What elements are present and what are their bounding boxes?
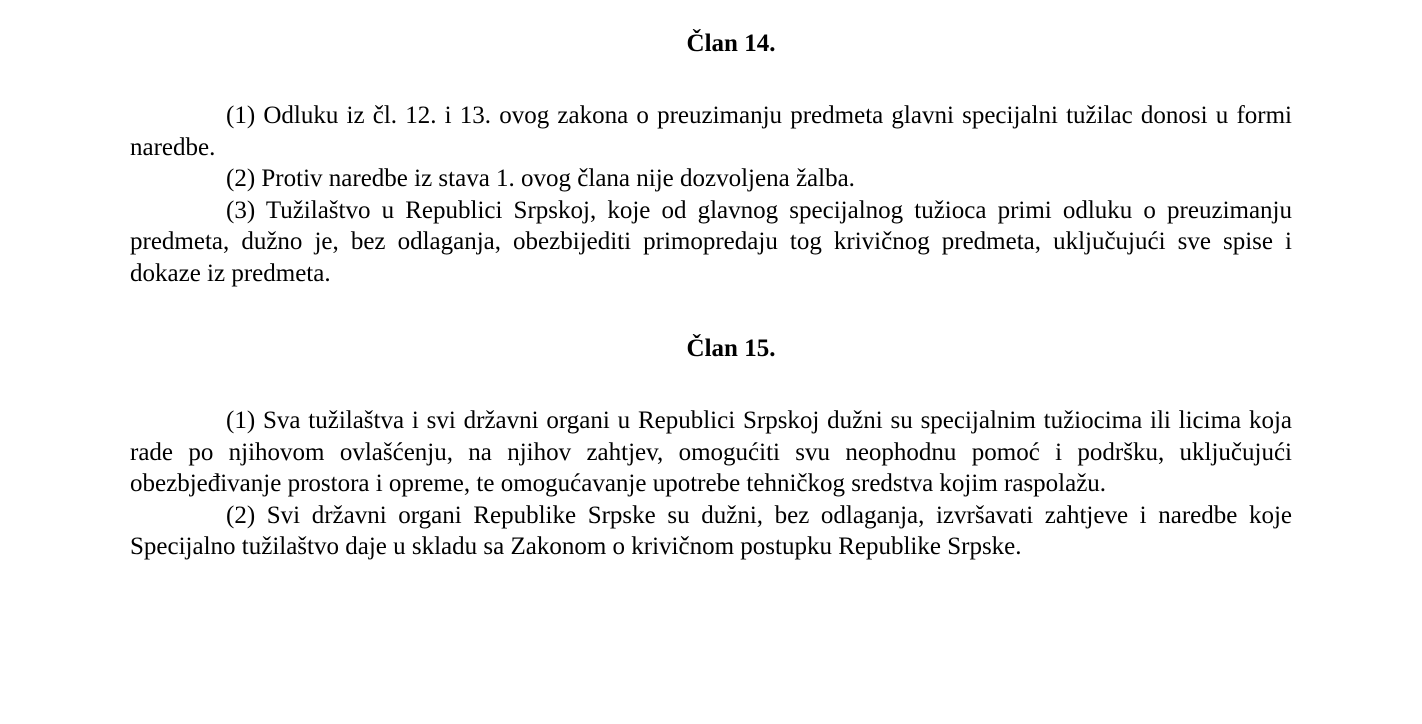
article-14-paragraph-3: (3) Tužilaštvo u Republici Srpskoj, koje od glavnog specijalnog tužioca primi odluku o preuzimanju predmeta, dužno je, bez odlaganja, obezbijediti primopredaju tog krivičnog predmeta, uključujući sve spise i dokaze iz predmeta. [130, 196, 1292, 287]
article-14-paragraph-2: (2) Protiv naredbe iz stava 1. ovog člana nije dozvoljena žalba. [226, 165, 855, 192]
article-15-paragraph-1: (1) Sva tužilaštva i svi državni organi u Republici Srpskoj dužni su specijalnim tužiocima ili licima koja rade po njihovom ovlašćenju, na njihov zahtjev, omogućiti svu neophodnu pomoć i podršku, uključujući obezbjeđivanje prostora i opreme, te omogućavanje upotrebe tehničkog sredstva kojim raspolažu. [130, 407, 1292, 497]
spacer [130, 365, 1292, 405]
document-page [130, 28, 1292, 563]
spacer [130, 60, 1292, 100]
article-15-title: Član 15. [686, 335, 776, 362]
article-14-title: Član 14. [686, 30, 776, 57]
article-15-paragraph-2: (2) Svi državni organi Republike Srpske su dužni, bez odlaganja, izvršavati zahtjeve i naredbe koje Specijalno tužilaštvo daje u skladu sa Zakonom o krivičnom postupku Republike Srpske. [130, 501, 1292, 560]
article-14-paragraph-1: (1) Odluku iz čl. 12. i 13. ovog zakona o preuzimanju predmeta glavni specijalni tužilac donosi u formi naredbe. [130, 102, 1292, 161]
